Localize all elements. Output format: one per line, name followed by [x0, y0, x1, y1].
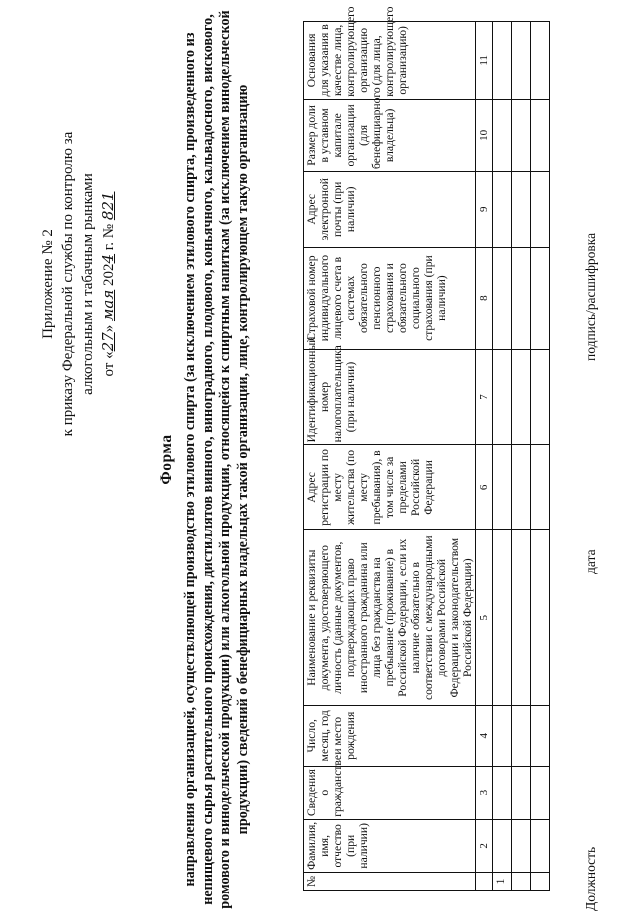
- appendix-agency-line: алкогольным и табачным рынками: [80, 173, 96, 395]
- footer-signature-label: подпись/расшифровка: [583, 232, 598, 361]
- appendix-header: [38, 49, 119, 519]
- table-cell: [493, 99, 512, 171]
- column-header: Адрес регистрации по месту жительства (по месту пребывания), в том числе за пределами Российской Федерации: [304, 445, 476, 530]
- form-heading: Форма: [158, 434, 175, 485]
- form-title: направления организацией, осуществляющей производство этилового спирта (за исключением этилового спирта, произведенного из непищевого сырья растительного происхождения, дистиллятов винного, виноградного, плодового, коньячного, кальвадосного, вискового, ромового и винодельческой продукции) или алкогольной продукции, относящейся к спиртным напиткам (за исключением винодельческой продукции) сведений о бенефициарных владельцах такой организации, лице, контролирующем такую организацию: [182, 10, 251, 909]
- column-number: 2: [476, 819, 493, 872]
- table-cell: [531, 172, 550, 248]
- column-number: 5: [476, 530, 493, 706]
- table-cell: [512, 819, 531, 872]
- column-header: Фамилия, имя, отчество (при наличии): [304, 819, 476, 872]
- table-cell: [512, 530, 531, 706]
- date-separator: »: [101, 321, 117, 333]
- table-cell: [531, 349, 550, 445]
- table-cell: [493, 766, 512, 819]
- table-cell: [493, 819, 512, 872]
- column-number: 6: [476, 445, 493, 530]
- table-cell: [512, 99, 531, 171]
- table-cell: [512, 349, 531, 445]
- footer-position-label: Должность: [583, 846, 598, 911]
- table-cell: [493, 22, 512, 100]
- table-cell: [512, 445, 531, 530]
- column-header: №: [304, 872, 476, 890]
- appendix-order-line: к приказу Федеральной службы по контролю за: [60, 131, 76, 437]
- table-header-row: [304, 22, 476, 891]
- table-cell: [512, 247, 531, 349]
- table-cell: [531, 819, 550, 872]
- table-row: [531, 22, 550, 891]
- table-cell: [493, 349, 512, 445]
- date-year-digit: 4: [99, 253, 117, 264]
- table-cell: [512, 172, 531, 248]
- table-cell: [512, 705, 531, 766]
- table-cell: [512, 872, 531, 890]
- column-header: Страховой номер индивидуального лицевого счета в системах обязательного пенсионного страхования и обязательного социального страхования (при наличии): [304, 247, 476, 349]
- column-header: Число, месяц, год и место рождения: [304, 705, 476, 766]
- date-prefix: от «: [101, 351, 117, 377]
- column-header: Размер доли в уставном капитале организации (для бенефициарного владельца): [304, 99, 476, 171]
- appendix-date-line: [98, 49, 119, 519]
- table-cell: [493, 247, 512, 349]
- column-number: 3: [476, 766, 493, 819]
- table-cell: [531, 445, 550, 530]
- column-header: Адрес электронной почты (при наличии): [304, 172, 476, 248]
- appendix-number: Приложение № 2: [40, 229, 56, 339]
- column-number: [476, 872, 493, 890]
- date-year-prefix: 202: [101, 263, 117, 290]
- table-cell: [493, 172, 512, 248]
- table-cell: [493, 530, 512, 706]
- table-cell: [531, 872, 550, 890]
- column-number: 7: [476, 349, 493, 445]
- column-number: 8: [476, 247, 493, 349]
- column-header: Сведения о гражданстве: [304, 766, 476, 819]
- order-number: 821: [99, 191, 117, 221]
- column-number: 4: [476, 705, 493, 766]
- column-number: 9: [476, 172, 493, 248]
- table-cell: [512, 22, 531, 100]
- column-header: Наименование и реквизиты документа, удостоверяющего личность (данные документов, подтверждающих право иностранного гражданина или лица без гражданства на пребывание (проживание) в Российской Федерации, если их наличие обязательно в соответствии с международными договорами Российской Федерации и законодательством Российской Федерации): [304, 530, 476, 706]
- order-number-prefix: г. №: [101, 220, 117, 254]
- table-cell: [531, 22, 550, 100]
- beneficiaries-table: [303, 6, 550, 891]
- table-cell: [531, 530, 550, 706]
- table-cell: [531, 99, 550, 171]
- table-cell: [531, 705, 550, 766]
- table-cell: 1: [493, 872, 512, 890]
- table-cell: [512, 766, 531, 819]
- column-header: Идентификационный номер налогоплательщика (при наличии): [304, 349, 476, 445]
- column-number: 10: [476, 99, 493, 171]
- date-month: мая: [99, 289, 117, 322]
- table-row: [512, 22, 531, 891]
- date-day: 27: [99, 332, 117, 352]
- table-cell: [531, 766, 550, 819]
- column-number-row: [476, 22, 493, 891]
- column-number: 11: [476, 22, 493, 100]
- table-row: [493, 22, 512, 891]
- table-cell: [531, 247, 550, 349]
- column-header: Основания для указания в качестве лица, контролирующего организацию (для лица, контролирующего организацию): [304, 22, 476, 100]
- table-cell: [493, 705, 512, 766]
- table-cell: [493, 445, 512, 530]
- footer-date-label: дата: [583, 549, 598, 574]
